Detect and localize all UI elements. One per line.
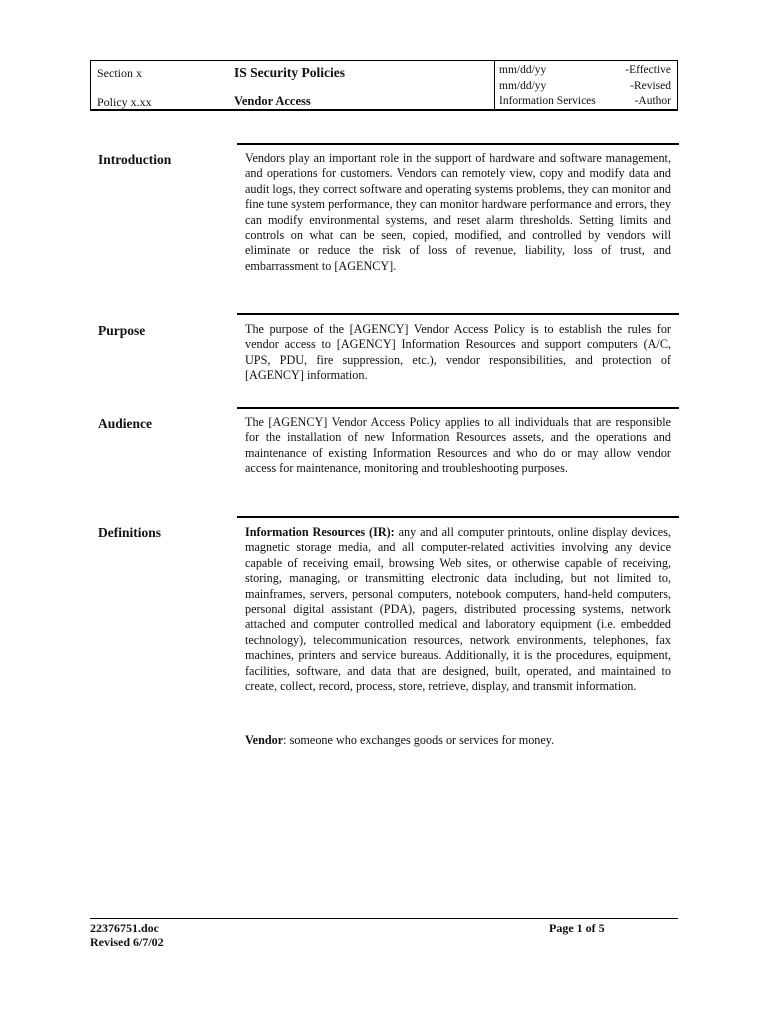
audience-text: The [AGENCY] Vendor Access Policy applies to all individuals that are responsible for the installation of new Information Resources assets, and the operations and maintenance of existing Information Resources and who do or may allow vendor access for maintenance, monitoring and troubleshooting purposes. [245,415,671,476]
author-label: -Author [634,95,671,107]
effective-date: mm/dd/yy [499,64,547,76]
definitions-heading: Definitions [98,525,162,540]
author-name: Information Services [499,95,596,107]
revised-date: mm/dd/yy [499,80,547,92]
introduction-text: Vendors play an important role in the support of hardware and software management, and operations for customers. Vendors can remotely view, copy and modify data and audit logs, they correct software and operating systems problems, they can monitor and fine tune system performance, they can monitor hardware performance and errors, they can modify environmental systems, and reset alarm thresholds. Setting limits and controls on what can be seen, copied, modified, and controlled by vendors will eliminate or reduce the risk of loss of revenue, liability, loss of trust, and embarrassment to [AGENCY]. [245,151,671,273]
section-label: Section x [97,66,142,80]
definition-text: any and all computer printouts, online display devices, magnetic storage media, and all computer-related activities involving any device capable of receiving email, browsing Web sites, or otherwise capable of receiving, storing, managing, or transmitting electronic data including, but not limited to, mainframes, servers, personal computers, notebook computers, hand-held computers, personal digital assistant (PDA), pagers, distributed processing systems, network attached and computer controlled medical and laboratory equipment (i.e. embedded technology), telecommunication resources, network environments, telephones, fax machines, printers and service bureaus. Additionally, it is the procedures, equipment, facilities, software, and data that are designed, built, operated, and maintained to create, collect, record, process, store, retrieve, display, and transmit information. [245,525,671,694]
header-divider [494,61,495,109]
audience-heading: Audience [98,416,152,431]
introduction-heading: Introduction [98,152,172,167]
revised-label: -Revised [630,80,671,92]
header-table [90,60,678,111]
document-title: IS Security Policies [234,65,345,80]
purpose-text: The purpose of the [AGENCY] Vendor Access Policy is to establish the rules for vendor access to [AGENCY] Information Resources and support computers (A/C, UPS, PDU, fire suppression, etc.), vendor responsibilities, and protection of [AGENCY] information. [245,322,671,383]
effective-label: -Effective [625,64,671,76]
definition-information-resources [245,525,671,694]
definition-text: : someone who exchanges goods or services for money. [283,733,555,747]
definition-term: Vendor [245,733,284,747]
footer-rule [90,918,678,919]
footer-filename: 22376751.doc [90,921,159,935]
definition-vendor [245,733,671,748]
purpose-heading: Purpose [98,323,146,338]
footer-page-number: Page 1 of 5 [549,921,605,935]
section-rule [237,143,679,145]
section-rule [237,407,679,409]
document-subtitle: Vendor Access [234,94,311,108]
section-rule [237,516,679,518]
section-rule [237,313,679,315]
policy-label: Policy x.xx [97,95,152,109]
footer-revised: Revised 6/7/02 [90,935,164,949]
definition-term: Information Resources (IR): [245,525,395,539]
